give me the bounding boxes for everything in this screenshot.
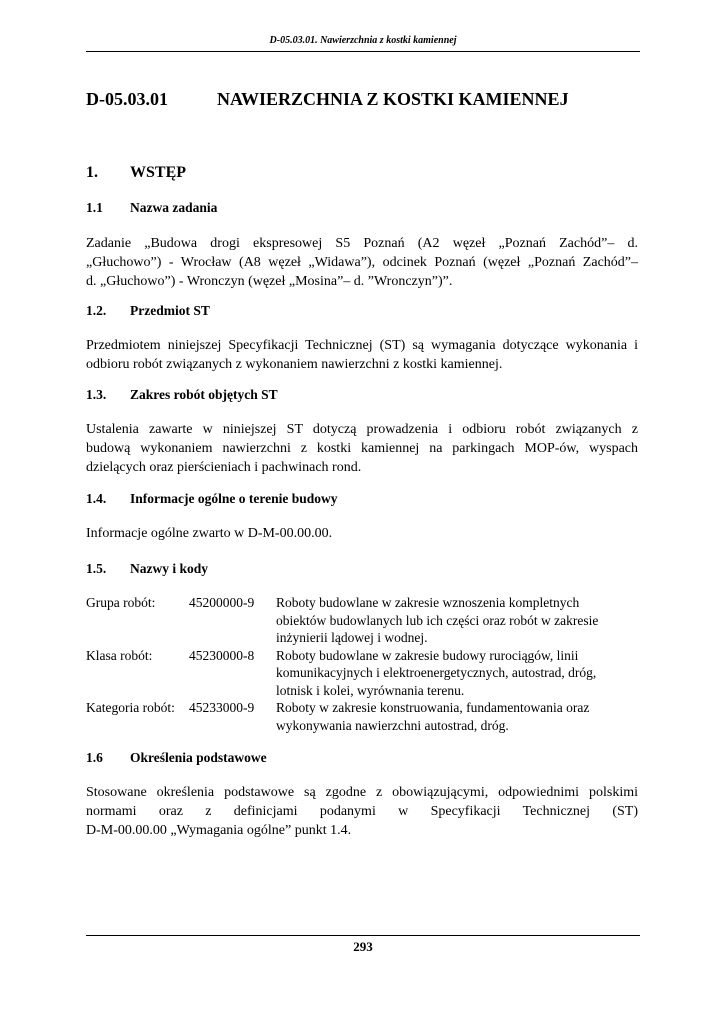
section-title: Nazwy i kody [130,561,209,576]
section-title: Określenia podstawowe [130,750,267,765]
section-title: Nazwa zadania [130,200,218,215]
text-line: Roboty budowlane w zakresie budowy rurociągów, linii [276,647,579,663]
scope-paragraph [86,420,638,477]
text-line: budową wykonaniem nawierzchni z kostki kamiennej na parkingach MOP-ów, wyspach [86,441,638,456]
text-line: „Głuchowo”) - Wrocław (A8 węzeł „Widawa”), odcinek Poznań (węzeł „Poznań Zachód”– [86,255,638,270]
task-name-paragraph [86,234,638,291]
subject-paragraph [86,336,638,374]
text-line: odbioru robót związanych z wykonaniem nawierzchni z kostki kamiennej. [86,357,503,372]
cpv-code: 45200000-9 [189,595,255,610]
cpv-description [276,647,644,700]
text-line: Roboty budowlane w zakresie wznoszenia kompletnych [276,595,580,610]
definitions-paragraph [86,783,638,840]
text-line: Stosowane określenia podstawowe są zgodne z obowiązującymi, odpowiednimi polskimi [86,785,638,800]
cpv-description [276,594,644,647]
section-number: 1.4. [86,491,107,506]
cpv-row-category [86,699,646,734]
cpv-codes-table [86,594,646,734]
section-number: 1.2. [86,303,107,318]
text-line: Roboty w zakresie konstruowania, fundamentowania oraz [276,700,590,715]
page-number: 293 [353,939,373,954]
text-line: Informacje ogólne zwarto w D-M-00.00.00. [86,526,333,541]
document-title-text: NAWIERZCHNIA Z KOSTKI KAMIENNEJ [217,89,569,109]
section-1-1-heading [86,200,217,216]
header-rule [86,51,640,52]
cpv-description [276,699,644,734]
site-info-paragraph [86,524,638,543]
text-line: Ustalenia zawarte w niniejszej ST dotyczą prowadzenia i odbioru robót związanych z [86,422,638,437]
section-title: Informacje ogólne o terenie budowy [130,491,338,506]
text-line: obiektów budowlanych lub ich części oraz robót w zakresie [276,612,599,628]
section-1-5-heading [86,561,208,577]
section-1-6-heading [86,750,267,766]
section-number: 1.6 [86,750,103,765]
text-line: D-M-00.00.00 „Wymagania ogólne” punkt 1.4. [86,823,352,838]
section-number: 1.1 [86,200,103,215]
text-line: normami oraz z definicjami podanymi w Specyfikacji Technicznej (ST) [86,804,638,819]
section-1-4-heading [86,491,337,507]
section-number: 1.3. [86,387,107,402]
section-1-heading [86,164,186,182]
text-line: Zadanie „Budowa drogi ekspresowej S5 Poznań (A2 węzeł „Poznań Zachód”– d. [86,236,638,251]
section-number: 1. [86,164,98,181]
text-line: wykonywania nawierzchni autostrad, dróg. [276,717,509,733]
section-number: 1.5. [86,561,107,576]
document-code: D-05.03.01 [86,89,168,109]
text-line: dzielących oraz pierścieniach i pachwinach rond. [86,460,362,475]
cpv-label: Kategoria robót: [86,700,175,715]
text-line: d. „Głuchowo”) - Wronczyn (węzeł „Mosina”– d. ”Wronczyn”)”. [86,274,453,289]
text-line: komunikacyjnych i elektroenergetycznych, autostrad, dróg, [276,665,597,680]
cpv-code: 45233000-9 [189,700,255,715]
cpv-label: Klasa robót: [86,647,153,663]
section-1-3-heading [86,387,278,403]
section-title: WSTĘP [130,164,187,181]
section-title: Przedmiot ST [130,303,210,318]
section-title: Zakres robót objętych ST [130,387,278,402]
section-1-2-heading [86,303,210,319]
document-title [86,89,640,110]
cpv-row-class [86,647,646,700]
running-header: D-05.03.01. Nawierzchnia z kostki kamiennej [269,35,457,46]
footer-rule [86,935,640,936]
text-line: lotnisk i kolei, wyrównania terenu. [276,682,465,698]
cpv-label: Grupa robót: [86,595,156,610]
cpv-row-group [86,594,646,647]
cpv-code: 45230000-8 [189,647,255,663]
text-line: inżynierii lądowej i wodnej. [276,630,428,645]
text-line: Przedmiotem niniejszej Specyfikacji Technicznej (ST) są wymagania dotyczące wykonania i [86,338,638,353]
